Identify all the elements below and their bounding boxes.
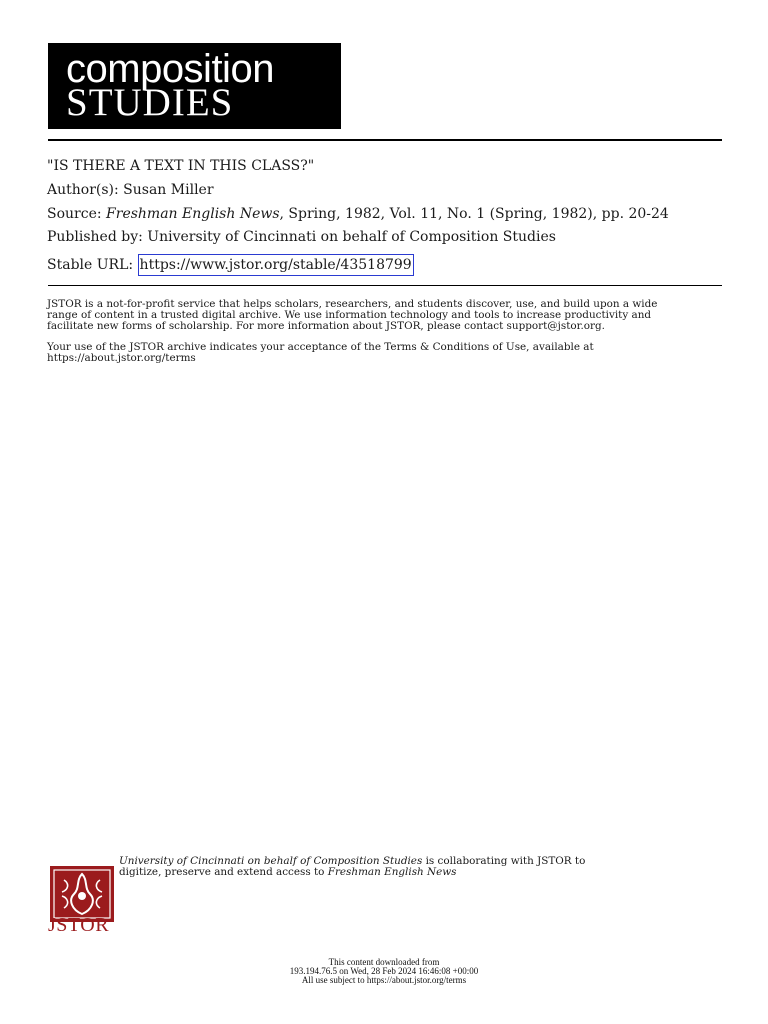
article-title: "IS THERE A TEXT IN THIS CLASS?": [47, 158, 315, 174]
composition-studies-logo: [48, 43, 341, 129]
middle-divider: [48, 285, 722, 286]
notice-line-3: facilitate new forms of scholarship. For more information about JSTOR, please contact support@jstor.org.: [47, 320, 605, 332]
stable-url-line: [47, 254, 414, 276]
collab-journal: Freshman English News: [327, 866, 457, 878]
footer-line-2: 193.194.76.5 on Wed, 28 Feb 2024 16:46:08 +00:00: [289, 966, 479, 976]
collab-text-1: is collaborating with JSTOR to: [422, 855, 586, 867]
notice-line-1: JSTOR is a not-for-profit service that helps scholars, researchers, and students discover, use, and build upon a wide: [47, 298, 658, 310]
footer-line-3: All use subject to https://about.jstor.org/terms: [301, 975, 467, 985]
logo-line-studies: STUDIES: [66, 81, 234, 124]
terms-line-2: https://about.jstor.org/terms: [47, 352, 196, 364]
author-line: [47, 181, 214, 199]
collab-text-2: digitize, preserve and extend access to: [119, 866, 328, 878]
collab-publisher: University of Cincinnati on behalf of Composition Studies: [119, 855, 423, 867]
top-divider: [48, 139, 722, 141]
source-details: , Spring, 1982, Vol. 11, No. 1 (Spring, 1982), pp. 20-24: [279, 206, 669, 222]
author-label: Author(s):: [47, 182, 119, 198]
terms-line-1: Your use of the JSTOR archive indicates your acceptance of the Terms & Conditions of Use, available at: [47, 341, 594, 353]
author-name: Susan Miller: [123, 182, 214, 198]
source-line: [47, 205, 669, 223]
logo-line-composition: composition: [66, 47, 274, 91]
stable-url-link[interactable]: https://www.jstor.org/stable/43518799: [138, 254, 414, 276]
notice-line-2: range of content in a trusted digital archive. We use information technology and tools to increase productivity and: [47, 309, 652, 321]
footer-line-1: This content downloaded from: [328, 957, 440, 967]
publisher-name: University of Cincinnati on behalf of Composition Studies: [147, 229, 556, 245]
publisher-label: Published by:: [47, 229, 143, 245]
source-label: Source:: [47, 206, 102, 222]
jstor-wordmark: JSTOR: [48, 914, 110, 936]
collaboration-line-2: [119, 867, 457, 878]
source-journal: Freshman English News: [106, 206, 280, 222]
stable-url-label: Stable URL:: [47, 257, 134, 273]
publisher-line: [47, 228, 556, 246]
